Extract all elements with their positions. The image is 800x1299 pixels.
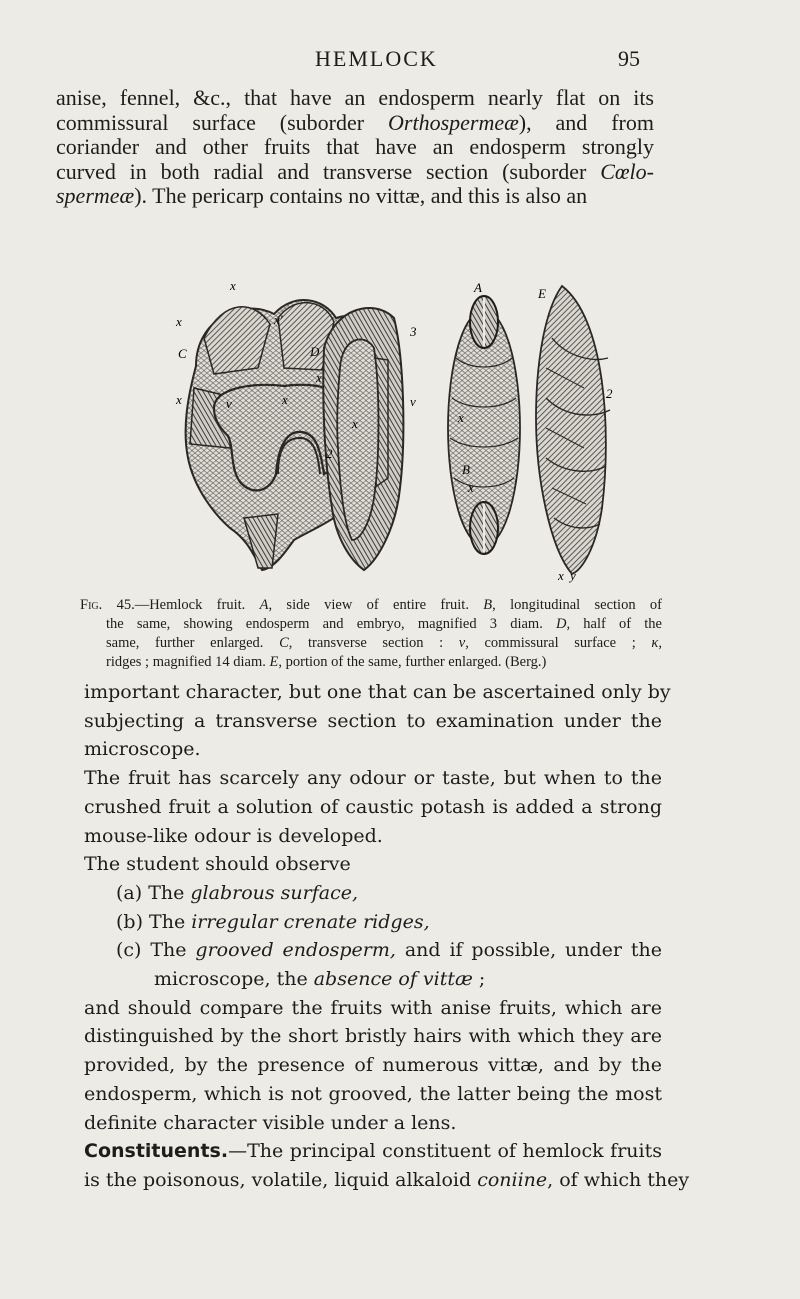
text-run: microscope, the — [154, 968, 314, 991]
text-line: crushed fruit a solution of caustic potash is added a strong — [84, 795, 662, 818]
italic-term: Cœlo- — [600, 158, 654, 184]
text-run: , transverse section : — [288, 635, 459, 651]
figure-illustration — [174, 278, 614, 584]
text-run: ridges ; magnified 14 diam. — [106, 654, 270, 670]
caption-letter: A — [259, 597, 269, 613]
page-number: 95 — [618, 46, 640, 71]
italic-term: Orthospermeæ — [388, 109, 519, 135]
list-item — [84, 936, 662, 965]
text-run: ). — [134, 183, 148, 208]
italic-term: coniine — [477, 1168, 548, 1191]
caption-line — [80, 596, 662, 615]
italic-term: glabrous surface, — [190, 881, 359, 904]
text-run: , commissural surface ; — [465, 635, 652, 651]
running-head — [0, 46, 800, 76]
section-heading: Constituents. — [84, 1140, 229, 1163]
text-run: , portion of the same, further enlarged. (Berg.) — [278, 654, 547, 670]
figure-label: x — [230, 278, 236, 293]
text-line: coriander and other fruits that have an endosperm strongly — [56, 134, 654, 159]
figure-label: x — [558, 568, 564, 583]
fig-d-half-section — [323, 308, 403, 570]
figure-label: E — [538, 286, 546, 301]
list-item-continuation — [84, 965, 662, 994]
figure-45 — [174, 278, 614, 584]
list-item — [84, 879, 662, 908]
figure-label: x — [316, 370, 322, 385]
text-line — [56, 184, 654, 209]
text-run: , — [658, 635, 662, 651]
figure-label: x — [458, 410, 464, 425]
text-line: mouse-like odour is developed. — [84, 824, 383, 847]
figure-label: C — [178, 346, 187, 361]
text-run: , longitudinal section of — [492, 597, 662, 613]
text-line: anise, fennel, &c., that have an endosperm nearly flat on its — [56, 85, 654, 110]
text-line: distinguished by the short bristly hairs with which they are — [84, 1025, 662, 1048]
caption-letter: κ — [651, 635, 659, 651]
figure-label: A — [474, 280, 482, 295]
text-run: ), and from — [518, 109, 654, 135]
figure-caption — [80, 596, 662, 672]
text-run: curved in both radial and transverse section (suborder — [56, 158, 601, 184]
list-marker: (c) — [116, 939, 142, 962]
figure-label: x — [468, 480, 474, 495]
fig-a-side-view — [448, 296, 520, 554]
caption-line — [80, 634, 662, 653]
figure-label: 2 — [606, 386, 613, 401]
figure-label: x — [282, 392, 288, 407]
text-line: The fruit has scarcely any odour or taste, but when to the — [84, 767, 662, 790]
list-item — [84, 908, 662, 937]
text-line: provided, by the presence of numerous vittæ, and by the — [84, 1054, 662, 1077]
figure-label: D — [310, 344, 320, 359]
text-run: and if possible, under the — [395, 939, 662, 962]
italic-term: irregular crenate ridges, — [191, 910, 430, 933]
list-marker: (b) — [116, 910, 143, 933]
text-run: The — [143, 910, 192, 933]
caption-line — [80, 653, 662, 672]
text-line — [56, 160, 654, 185]
caption-line — [80, 615, 662, 634]
fig-label: Fig. 45. — [80, 597, 135, 613]
running-head-title: HEMLOCK — [315, 46, 438, 71]
italic-term: spermeæ — [56, 183, 135, 208]
text-line: and should compare the fruits with anise fruits, which are — [84, 996, 662, 1019]
figure-label: v — [410, 394, 416, 409]
text-run: is the poisonous, volatile, liquid alkaloid — [84, 1168, 478, 1191]
caption-letter: D — [556, 616, 567, 632]
italic-term: grooved endosperm, — [195, 939, 396, 962]
figure-label: 2 — [326, 446, 333, 461]
fig-e-portion-enlarged — [536, 286, 610, 574]
text-run: , of which they — [547, 1168, 690, 1191]
text-run: The — [141, 939, 196, 962]
italic-term: absence of vittæ — [313, 968, 473, 991]
text-run: —The principal constituent of hemlock fruits — [228, 1140, 662, 1163]
text-line: endosperm, which is not grooved, the latter being the most — [84, 1082, 662, 1105]
caption-letter: E — [269, 654, 279, 670]
figure-label: x — [352, 416, 358, 431]
text-run: The pericarp contains no vittæ, and this is also an — [152, 183, 588, 208]
text-line: subjecting a transverse section to examination under the — [84, 709, 662, 732]
figure-label: x — [176, 392, 182, 407]
caption-letter: v — [458, 635, 466, 651]
text-line: The student should observe — [84, 853, 351, 876]
caption-letter: B — [483, 597, 493, 613]
text-run: , half of the — [566, 616, 662, 632]
text-run: same, further enlarged. — [106, 635, 280, 651]
text-line — [56, 111, 654, 136]
caption-letter: C — [279, 635, 289, 651]
top-paragraph — [56, 86, 654, 209]
text-line: microscope. — [84, 738, 201, 761]
text-line — [84, 1137, 662, 1166]
text-line: definite character visible under a lens. — [84, 1111, 457, 1134]
figure-label: 3 — [410, 324, 417, 339]
figure-label: y — [570, 568, 576, 583]
figure-label: x' — [274, 312, 283, 327]
text-run: , side view of entire fruit. — [268, 597, 484, 613]
figure-label: B — [462, 462, 470, 477]
text-line — [84, 1166, 690, 1195]
text-run: commissural surface (suborder — [56, 109, 389, 135]
body-text — [84, 678, 690, 1195]
list-marker: (a) — [116, 881, 143, 904]
figure-label: x — [176, 314, 182, 329]
text-line: important character, but one that can be ascertained only by — [84, 681, 671, 703]
text-run: the same, showing endosperm and embryo, magnified 3 diam. — [106, 616, 557, 632]
text-run: ; — [472, 968, 486, 991]
text-run: —Hemlock fruit. — [134, 597, 260, 613]
figure-label: v — [226, 396, 232, 411]
text-run: The — [142, 881, 191, 904]
